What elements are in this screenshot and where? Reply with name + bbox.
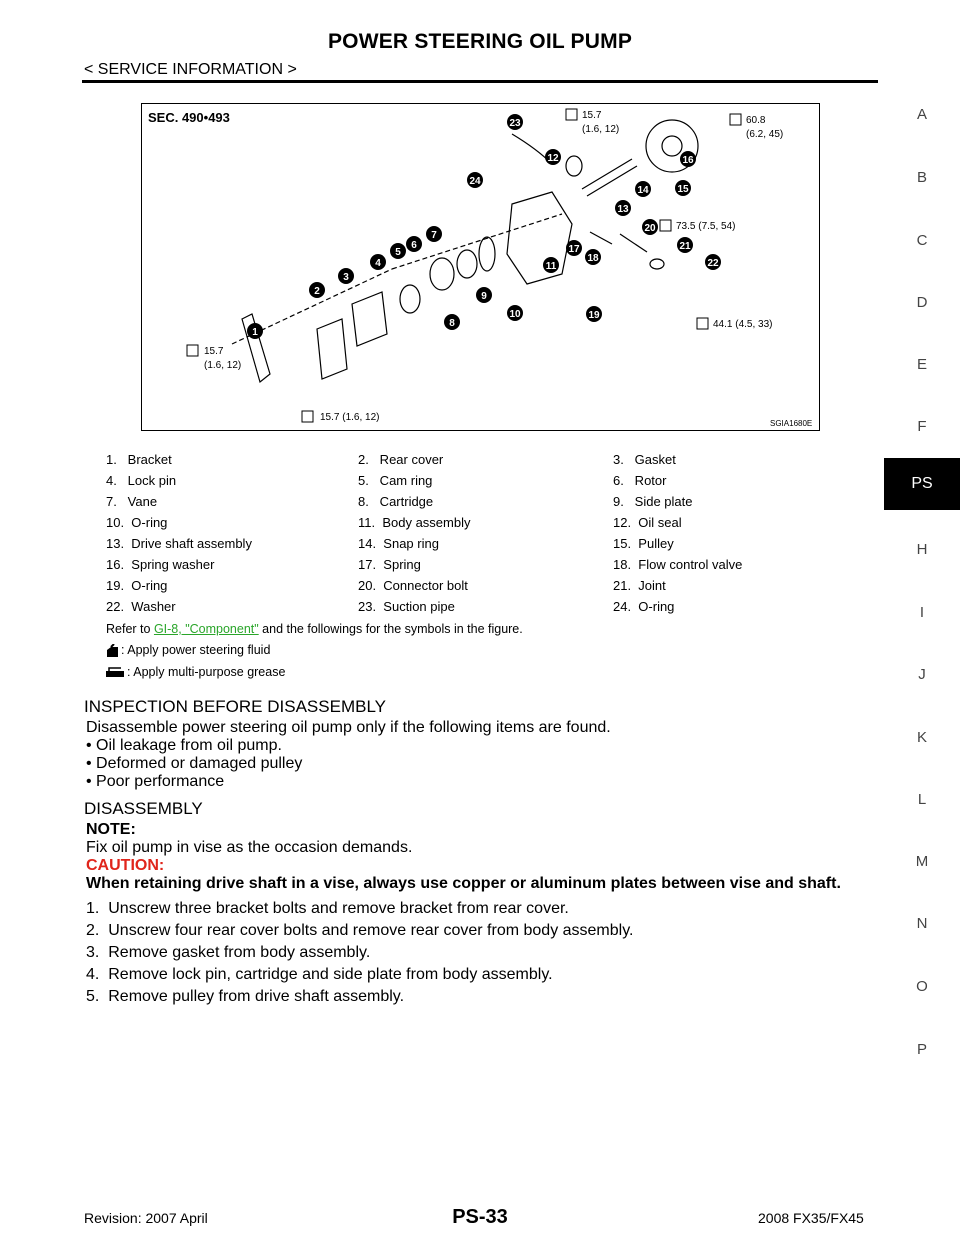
tab-j[interactable]: J — [918, 666, 926, 683]
svg-text:7: 7 — [431, 230, 437, 241]
legend-item: 18. Flow control valve — [613, 557, 743, 572]
legend-item: 14. Snap ring — [358, 536, 439, 551]
tab-h[interactable]: H — [916, 541, 928, 558]
tab-c[interactable]: C — [916, 232, 928, 249]
legend-item: 5. Cam ring — [358, 473, 433, 488]
grease-gun-icon — [105, 666, 127, 680]
disassembly-step: 3. Remove gasket from body assembly. — [86, 944, 371, 961]
legend-item: 21. Joint — [613, 578, 666, 593]
svg-text:2: 2 — [314, 286, 320, 297]
torque-label: 15.7 — [582, 110, 602, 121]
svg-text:19: 19 — [588, 310, 600, 321]
torque-label: (1.6, 12) — [582, 124, 620, 135]
spring-shape — [590, 232, 612, 244]
svg-text:15: 15 — [677, 184, 689, 195]
header-rule — [82, 80, 878, 83]
legend-item: 3. Gasket — [613, 452, 676, 467]
tab-ps-active[interactable]: PS — [884, 458, 960, 510]
tab-m[interactable]: M — [915, 853, 929, 870]
inspection-bullet: • Deformed or damaged pulley — [86, 755, 303, 772]
section-heading-disassembly: DISASSEMBLY — [84, 799, 203, 818]
torque-icon — [730, 114, 741, 125]
section-index-tabs — [884, 0, 960, 1242]
callout-13 — [615, 200, 631, 216]
callout-6 — [406, 236, 422, 252]
svg-text:10: 10 — [509, 309, 521, 320]
valve-shape — [620, 234, 647, 252]
tab-f[interactable]: F — [917, 418, 927, 435]
torque-label: 60.8 — [746, 115, 766, 126]
svg-text:13: 13 — [617, 204, 629, 215]
callout-3 — [338, 268, 354, 284]
grease-symbol-note — [105, 665, 285, 680]
legend-item: 8. Cartridge — [358, 494, 434, 509]
pump-parts-drawing — [232, 120, 698, 382]
callout-14 — [635, 181, 651, 197]
disassembly-step: 1. Unscrew three bracket bolts and remove bracket from rear cover. — [86, 900, 569, 917]
section-heading-inspection: INSPECTION BEFORE DISASSEMBLY — [84, 697, 386, 716]
callout-23 — [507, 114, 523, 130]
svg-text:5: 5 — [395, 247, 401, 258]
tab-d[interactable]: D — [916, 294, 928, 311]
svg-text:6: 6 — [411, 240, 417, 251]
note-text: Fix oil pump in vise as the occasion demands. — [86, 839, 413, 856]
legend-item: 13. Drive shaft assembly — [106, 536, 252, 551]
legend-item: 22. Washer — [106, 599, 176, 614]
joint-shape — [650, 259, 664, 269]
callout-4 — [370, 254, 386, 270]
grease-symbol-text: : Apply multi-purpose grease — [127, 665, 286, 679]
callout-11 — [543, 257, 559, 273]
legend-item: 1. Bracket — [106, 452, 172, 467]
svg-text:20: 20 — [644, 223, 656, 234]
page-title: POWER STEERING OIL PUMP — [327, 30, 633, 53]
callout-16 — [680, 151, 696, 167]
torque-icon — [697, 318, 708, 329]
legend-item: 20. Connector bolt — [358, 578, 468, 593]
torque-icon — [660, 220, 671, 231]
o-ring-shape — [479, 237, 495, 271]
callout-22 — [705, 254, 721, 270]
svg-text:1: 1 — [252, 327, 258, 338]
tab-b[interactable]: B — [916, 169, 927, 186]
legend-item: 9. Side plate — [613, 494, 693, 509]
oil-seal-shape — [566, 156, 582, 176]
legend-item: 6. Rotor — [613, 473, 667, 488]
callout-18 — [585, 249, 601, 265]
legend-item: 2. Rear cover — [358, 452, 444, 467]
disassembly-step: 2. Unscrew four rear cover bolts and remove rear cover from body assembly. — [86, 922, 634, 939]
callout-12 — [545, 149, 561, 165]
fluid-symbol-note — [105, 643, 270, 658]
callout-5 — [390, 243, 406, 259]
tab-i[interactable]: I — [919, 604, 925, 621]
tab-l[interactable]: L — [917, 791, 927, 808]
footer-model: 2008 FX35/FX45 — [758, 1210, 864, 1226]
caution-label: CAUTION: — [86, 857, 165, 874]
legend-item: 15. Pulley — [613, 536, 674, 551]
legend-item: 16. Spring washer — [106, 557, 215, 572]
callout-15 — [675, 180, 691, 196]
tab-n[interactable]: N — [916, 915, 928, 932]
callout-2 — [309, 282, 325, 298]
caution-text: When retaining drive shaft in a vise, always use copper or aluminum plates between vise and shaft. — [86, 875, 841, 892]
svg-text:9: 9 — [481, 291, 487, 302]
torque-icon — [566, 109, 577, 120]
tab-o[interactable]: O — [916, 978, 928, 995]
drive-shaft-shape — [582, 159, 637, 196]
svg-text:17: 17 — [568, 244, 580, 255]
tab-a[interactable]: A — [916, 106, 927, 123]
svg-text:11: 11 — [545, 261, 557, 272]
disassembly-step: 5. Remove pulley from drive shaft assembly. — [86, 988, 405, 1005]
svg-text:3: 3 — [343, 272, 349, 283]
svg-text:18: 18 — [587, 253, 599, 264]
component-link[interactable]: GI-8, "Component" — [153, 622, 259, 636]
legend-item: 10. O-ring — [106, 515, 168, 530]
inspection-bullet: • Oil leakage from oil pump. — [86, 737, 282, 754]
torque-label: 15.7 (1.6, 12) — [320, 412, 380, 423]
callout-21 — [677, 237, 693, 253]
svg-text:8: 8 — [449, 318, 455, 329]
legend-item: 11. Body assembly — [358, 515, 471, 530]
callout-10 — [507, 305, 523, 321]
callout-1 — [247, 323, 263, 339]
torque-icon — [187, 345, 198, 356]
tab-k[interactable]: K — [916, 729, 927, 746]
disassembly-step: 4. Remove lock pin, cartridge and side plate from body assembly. — [86, 966, 553, 983]
callout-19 — [586, 306, 602, 322]
torque-label: (6.2, 45) — [746, 129, 784, 140]
torque-icon — [302, 411, 313, 422]
side-plate-shape — [457, 250, 477, 278]
footer-revision: Revision: 2007 April — [84, 1210, 208, 1226]
torque-label: 73.5 (7.5, 54) — [676, 221, 736, 232]
pulley-hub-shape — [662, 136, 682, 156]
legend-item: 12. Oil seal — [613, 515, 682, 530]
note-label: NOTE: — [86, 821, 136, 838]
page-subtitle: < SERVICE INFORMATION > — [84, 61, 297, 78]
rotor-shape — [430, 258, 454, 290]
torque-label: 15.7 — [204, 346, 224, 357]
fluid-can-icon — [105, 644, 121, 658]
svg-text:16: 16 — [682, 155, 694, 166]
refer-suffix: and the followings for the symbols in the figure. — [258, 622, 523, 636]
legend-item: 24. O-ring — [613, 599, 675, 614]
fluid-symbol-text: : Apply power steering fluid — [121, 643, 271, 657]
exploded-view-figure — [141, 103, 820, 431]
figure-section-label: SEC. 490•493 — [148, 110, 230, 125]
torque-label: 44.1 (4.5, 33) — [713, 319, 773, 330]
svg-text:4: 4 — [375, 258, 381, 269]
callout-24 — [467, 172, 483, 188]
svg-text:12: 12 — [547, 153, 559, 164]
torque-label: (1.6, 12) — [204, 360, 242, 371]
svg-text:23: 23 — [509, 118, 521, 129]
tab-e[interactable]: E — [916, 356, 927, 373]
svg-text:14: 14 — [637, 185, 649, 196]
callout-8 — [444, 314, 460, 330]
legend-item: 17. Spring — [358, 557, 421, 572]
legend-item: 19. O-ring — [106, 578, 168, 593]
callouts — [247, 114, 721, 339]
refer-prefix: Refer to — [106, 622, 154, 636]
svg-text:24: 24 — [469, 176, 481, 187]
legend-item: 23. Suction pipe — [358, 599, 455, 614]
symbol-reference-note — [106, 622, 523, 636]
callout-9 — [476, 287, 492, 303]
tab-p[interactable]: P — [916, 1041, 927, 1058]
gasket-shape — [352, 292, 387, 346]
inspection-intro: Disassemble power steering oil pump only if the following items are found. — [86, 719, 611, 736]
body-assembly-shape — [507, 192, 572, 284]
cam-ring-shape — [400, 285, 420, 313]
svg-text:22: 22 — [707, 258, 719, 269]
footer-page-number: PS-33 — [452, 1206, 508, 1228]
svg-text:21: 21 — [679, 241, 691, 252]
callout-17 — [566, 240, 582, 256]
legend-item: 4. Lock pin — [106, 473, 177, 488]
rear-cover-shape — [317, 319, 347, 379]
callout-7 — [426, 226, 442, 242]
callout-20 — [642, 219, 658, 235]
figure-code: SGIA1680E — [770, 419, 813, 428]
inspection-bullet: • Poor performance — [86, 773, 225, 790]
legend-item: 7. Vane — [106, 494, 158, 509]
